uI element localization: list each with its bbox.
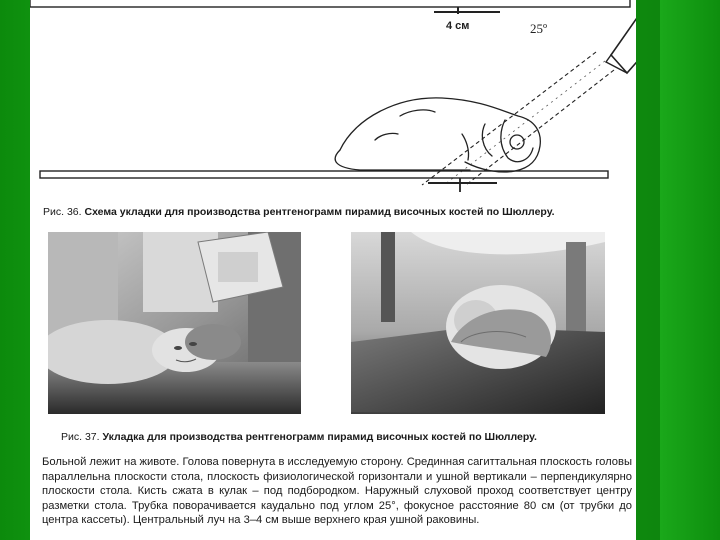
figure-37-title: Укладка для производства рентгенограмм пирамид височных костей по Шюллеру.: [102, 431, 537, 443]
table-plate: [40, 171, 608, 178]
positioning-diagram: [30, 0, 636, 200]
xray-tube-icon: [606, 15, 636, 73]
scanned-page: [30, 0, 636, 540]
central-beam: [422, 52, 614, 185]
figure-36-caption: [43, 206, 555, 218]
photo-patient-face-view: [48, 232, 301, 414]
figure-37-number: Рис. 37.: [61, 431, 100, 443]
angle-label: 25º: [530, 21, 548, 36]
positioning-description: [42, 455, 632, 528]
top-plate: [30, 0, 630, 7]
figure-36-title: Схема укладки для производства рентгенограмм пирамид височных костей по Шюллеру.: [84, 206, 555, 218]
figure-36-number: Рис. 36.: [43, 206, 82, 218]
distance-label: 4 см: [446, 20, 470, 32]
figure-37-caption: [61, 431, 537, 443]
description-paragraph: Больной лежит на животе. Голова повернута в исследуемую сторону. Срединная сагиттальная плоскость головы параллельна плоскости стола, плоскость физиологической горизонтали и ушной вертикали – перпендикулярно плоскости стола. Кисть сжата в кулак – под подбородком. Наружный слуховой проход соответствует центру разметки стола. Трубка поворачивается каудально под углом 25°, фокусное расстояние 80 см (от трубки до центра кассеты). Центральный луч на 3–4 см выше верхнего края ушной раковины.: [42, 456, 632, 527]
photo-patient-back-view: [351, 232, 605, 414]
